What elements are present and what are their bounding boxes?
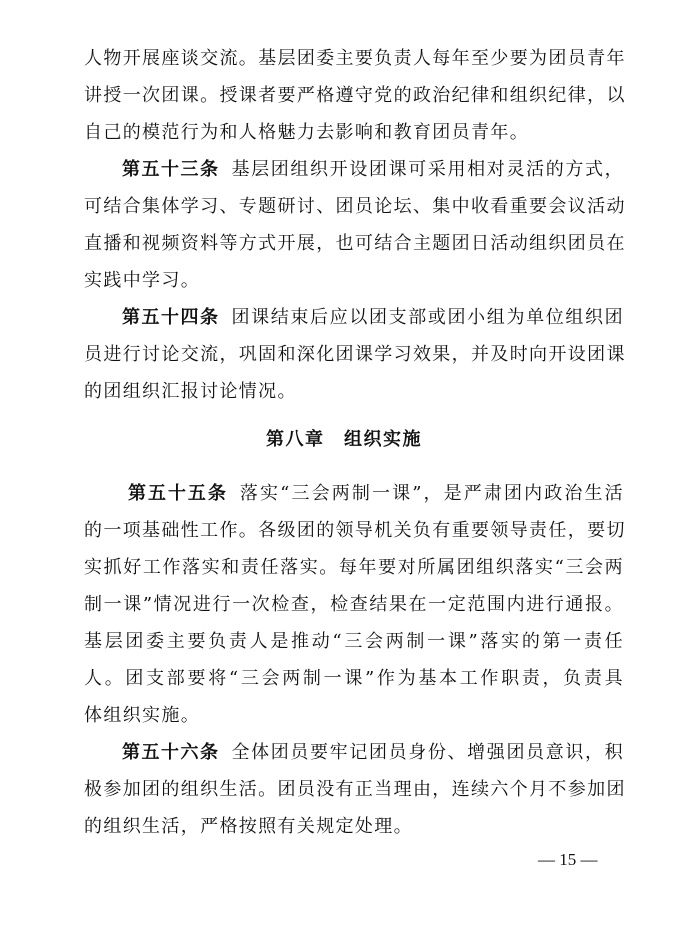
paragraph-line: 直播和视频资料等方式开展，也可结合主题团日活动组织团员在 <box>84 233 626 254</box>
article-56-heading: 第五十六条 <box>122 742 220 763</box>
article-55-first-line <box>128 482 624 506</box>
article-56-text: 全体团员要牢记团员身份、增强团员意识，积 <box>231 742 625 763</box>
paragraph-line: 员进行讨论交流，巩固和深化团课学习效果，并及时向开设团课 <box>84 344 626 365</box>
paragraph-line: 自己的模范行为和人格魅力去影响和教育团员青年。 <box>84 122 530 143</box>
paragraph-line: 人物开展座谈交流。基层团委主要负责人每年至少要为团员青年 <box>84 48 626 69</box>
paragraph-line: 的组织生活，严格按照有关规定处理。 <box>84 816 413 837</box>
article-53-text: 基层团组织开设团课可采用相对灵活的方式， <box>231 159 625 180</box>
article-55-text: 落实“三会两制一课”，是严肃团内政治生活 <box>239 483 624 504</box>
paragraph-line: 讲授一次团课。授课者要严格遵守党的政治纪律和组织纪律，以 <box>84 85 626 106</box>
paragraph-line: 实践中学习。 <box>84 270 201 291</box>
paragraph-line: 人。团支部要将“三会两制一课”作为基本工作职责，负责具 <box>84 668 624 689</box>
paragraph-line: 的团组织汇报讨论情况。 <box>84 381 297 402</box>
article-53-heading: 第五十三条 <box>122 159 220 180</box>
article-54-text: 团课结束后应以团支部或团小组为单位组织团 <box>231 307 625 328</box>
paragraph-line: 体组织实施。 <box>84 705 201 726</box>
article-55-heading: 第五十五条 <box>128 483 228 504</box>
paragraph-line: 基层团委主要负责人是推动“三会两制一课”落实的第一责任 <box>84 631 624 652</box>
article-53-first-line <box>122 158 624 182</box>
chapter-title: 第八章 组织实施 <box>266 429 422 450</box>
article-54-first-line <box>122 306 624 330</box>
paragraph-line: 的一项基础性工作。各级团的领导机关负有重要领导责任，要切 <box>84 520 626 541</box>
page-number: — 15 — <box>538 850 598 869</box>
paragraph-line: 可结合集体学习、专题研讨、团员论坛、集中收看重要会议活动 <box>84 196 626 217</box>
article-56-first-line <box>122 741 624 765</box>
article-54-heading: 第五十四条 <box>122 307 220 328</box>
paragraph-line: 实抓好工作落实和责任落实。每年要对所属团组织落实“三会两 <box>84 557 624 578</box>
paragraph-line: 极参加团的组织生活。团员没有正当理由，连续六个月不参加团 <box>84 779 626 800</box>
paragraph-line: 制一课”情况进行一次检查，检查结果在一定范围内进行通报。 <box>84 594 624 615</box>
